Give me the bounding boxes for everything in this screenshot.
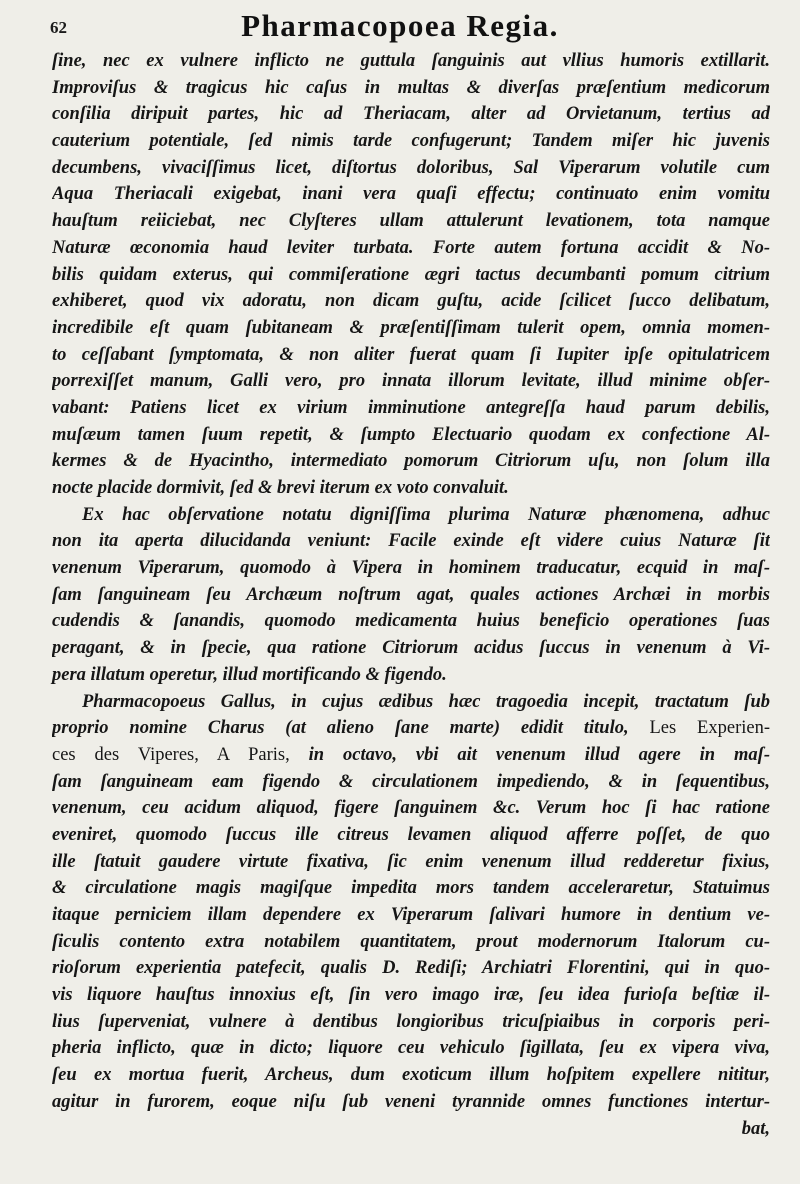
italic-text: eveniret, quomodo ſuccus ille citreus levamen aliquod afferre poſſet, de quo: [52, 824, 770, 845]
text-line: [52, 448, 770, 475]
text-line: [52, 715, 770, 742]
text-line: [52, 635, 770, 662]
text-line: [52, 155, 770, 182]
italic-text: to ceſſabant ſymptomata, & non aliter fuerat quam ſi Iupiter ipſe opitulatricem: [52, 344, 770, 365]
text-line: [52, 528, 770, 555]
italic-text: venenum, ceu acidum aliquod, figere ſanguinem &c. Verum hoc ſi hac ratione: [52, 798, 770, 819]
italic-text: Ex hac obſervatione notatu digniſſima plurima Naturæ phænomena, adhuc: [82, 504, 770, 525]
italic-text: nocte placide dormivit, ſed & brevi iterum ex voto convaluit.: [52, 478, 509, 498]
text-line: [52, 608, 770, 635]
italic-text: bat,: [741, 1118, 770, 1139]
italic-text: agitur in furorem, eoque niſu ſub veneni tyrannide omnes functiones intertur-: [52, 1091, 770, 1112]
text-line: [52, 662, 770, 689]
text-line: [52, 1009, 770, 1036]
text-line: [52, 75, 770, 102]
text-line: [52, 955, 770, 982]
text-line: [52, 555, 770, 582]
italic-text: proprio nomine Charus (at alieno ſane marte) edidit titulo,: [52, 718, 650, 739]
text-line: [52, 181, 770, 208]
italic-text: ſeu ex mortua fuerit, Archeus, dum exoticum illum hoſpitem expellere nititur,: [52, 1065, 770, 1086]
page-header: [50, 4, 750, 44]
italic-text: venenum Viperarum, quomodo à Vipera in hominem traducatur, ecquid in maſ-: [52, 558, 770, 579]
italic-text: Naturæ œconomia haud leviter turbata. Forte autem fortuna accidit & No-: [52, 237, 770, 258]
upright-text: Les Experien-: [649, 718, 770, 739]
italic-text: incredibile eſt quam ſubitaneam & præſentiſſimam tulerit opem, omnia momen-: [52, 317, 770, 338]
text-line: [52, 742, 770, 769]
text-line: [52, 422, 770, 449]
upright-text: ces des Viperes, A Paris,: [52, 744, 309, 765]
italic-text: rioſorum experientia patefecit, qualis D. Rediſi; Archiatri Florentini, qui in quo-: [52, 958, 770, 979]
text-line: [52, 1035, 770, 1062]
text-line: [52, 982, 770, 1009]
text-line: [52, 368, 770, 395]
italic-text: Improviſus & tragicus hic caſus in multas & diverſas præſentium medicorum: [52, 77, 770, 98]
italic-text: porrexiſſet manum, Galli vero, pro innata illorum levitate, illud minime obſer-: [52, 371, 770, 392]
text-line: [52, 795, 770, 822]
text-line: [52, 502, 770, 529]
text-line: [52, 235, 770, 262]
italic-text: Aqua Theriacali exigebat, inani vera quaſi effectu; continuato enim vomitu: [52, 184, 770, 205]
italic-text: peragant, & in ſpecie, qua ratione Citriorum acidus ſuccus in venenum à Vi-: [52, 638, 770, 659]
italic-text: ſam ſanguineam eam figendo & circulationem impediendo, & in ſequentibus,: [52, 771, 770, 792]
text-line: [52, 208, 770, 235]
italic-text: lius ſuperveniat, vulnere à dentibus longioribus tricuſpiaibus in corporis peri-: [52, 1011, 770, 1032]
italic-text: non ita aperta dilucidanda veniunt: Facile exinde eſt videre cuius Naturæ ſit: [52, 531, 770, 552]
italic-text: hauſtum reiiciebat, nec Clyſteres ullam attulerunt levationem, tota namque: [52, 211, 770, 232]
italic-text: ſam ſanguineam ſeu Archæum noſtrum agat, quales actiones Archæi in morbis: [52, 584, 770, 605]
text-line: [52, 822, 770, 849]
text-line: [52, 342, 770, 369]
text-line: [52, 902, 770, 929]
italic-text: bilis quidam exterus, qui commiſeratione ægri tactus decumbanti pomum citrium: [52, 264, 770, 285]
italic-text: decumbens, vivaciſſimus licet, diſtortus doloribus, Sal Viperarum volutile cum: [52, 157, 770, 178]
text-line: [52, 288, 770, 315]
text-line: [52, 1116, 770, 1143]
text-line: [52, 849, 770, 876]
italic-text: itaque perniciem illam dependere ex Viperarum ſalivari humore in dentium ve-: [52, 905, 770, 925]
text-line: [52, 262, 770, 289]
italic-text: ſine, nec ex vulnere inflicto ne guttula ſanguinis aut vllius humoris extillarit.: [52, 51, 770, 71]
text-line: [52, 101, 770, 128]
text-line: [52, 689, 770, 716]
italic-text: muſæum tamen ſuum repetit, & ſumpto Electuario quodam ex confectione Al-: [52, 424, 770, 445]
italic-text: ſiculis contento extra notabilem quantitatem, prout modernorum Italorum cu-: [52, 931, 770, 952]
text-line: [52, 395, 770, 422]
text-line: [52, 315, 770, 342]
italic-text: ille ſtatuit gaudere virtute fixativa, ſic enim venenum illud redderetur fixius,: [52, 851, 770, 872]
text-line: [52, 929, 770, 956]
italic-text: kermes & de Hyacintho, intermediato pomorum Citriorum uſu, non ſolum illa: [52, 451, 770, 472]
italic-text: in octavo, vbi ait venenum illud agere in maſ-: [308, 744, 770, 765]
italic-text: cauterium potentiale, ſed nimis tarde confugerunt; Tandem miſer hic juvenis: [52, 131, 770, 152]
text-line: [52, 48, 770, 75]
text-line: [52, 1089, 770, 1116]
italic-text: pheria inflicto, quæ in dicto; liquore ceu vehiculo ſigillata, ſeu ex vipera viva,: [52, 1038, 770, 1059]
text-line: [52, 475, 770, 502]
text-line: [52, 1062, 770, 1089]
body-text: [52, 48, 770, 1142]
italic-text: & circulatione magis magiſque impedita mors tandem acceleraretur, Statuimus: [52, 878, 770, 899]
italic-text: pera illatum operetur, illud mortificando & figendo.: [52, 664, 447, 685]
text-line: [52, 128, 770, 155]
page-number: 62: [50, 18, 67, 37]
italic-text: vis liquore hauſtus innoxius eſt, ſin vero imago iræ, ſeu idea furioſa beſtiæ il-: [52, 985, 770, 1006]
text-line: [52, 769, 770, 796]
text-line: [52, 875, 770, 902]
italic-text: conſilia diripuit partes, hic ad Theriacam, alter ad Orvietanum, tertius ad: [52, 104, 770, 125]
text-line: [52, 582, 770, 609]
italic-text: vabant: Patiens licet ex virium imminutione antegreſſa haud parum debilis,: [52, 397, 770, 418]
italic-text: cudendis & ſanandis, quomodo medicamenta huius beneficio operationes ſuas: [52, 611, 770, 632]
running-title: Pharmacopoea Regia.: [241, 8, 559, 43]
italic-text: exhiberet, quod vix adoratu, non dicam guſtu, acide ſcilicet ſucco delibatum,: [52, 291, 770, 312]
italic-text: Pharmacopoeus Gallus, in cujus ædibus hæc tragoedia incepit, tractatum ſub: [82, 691, 770, 712]
